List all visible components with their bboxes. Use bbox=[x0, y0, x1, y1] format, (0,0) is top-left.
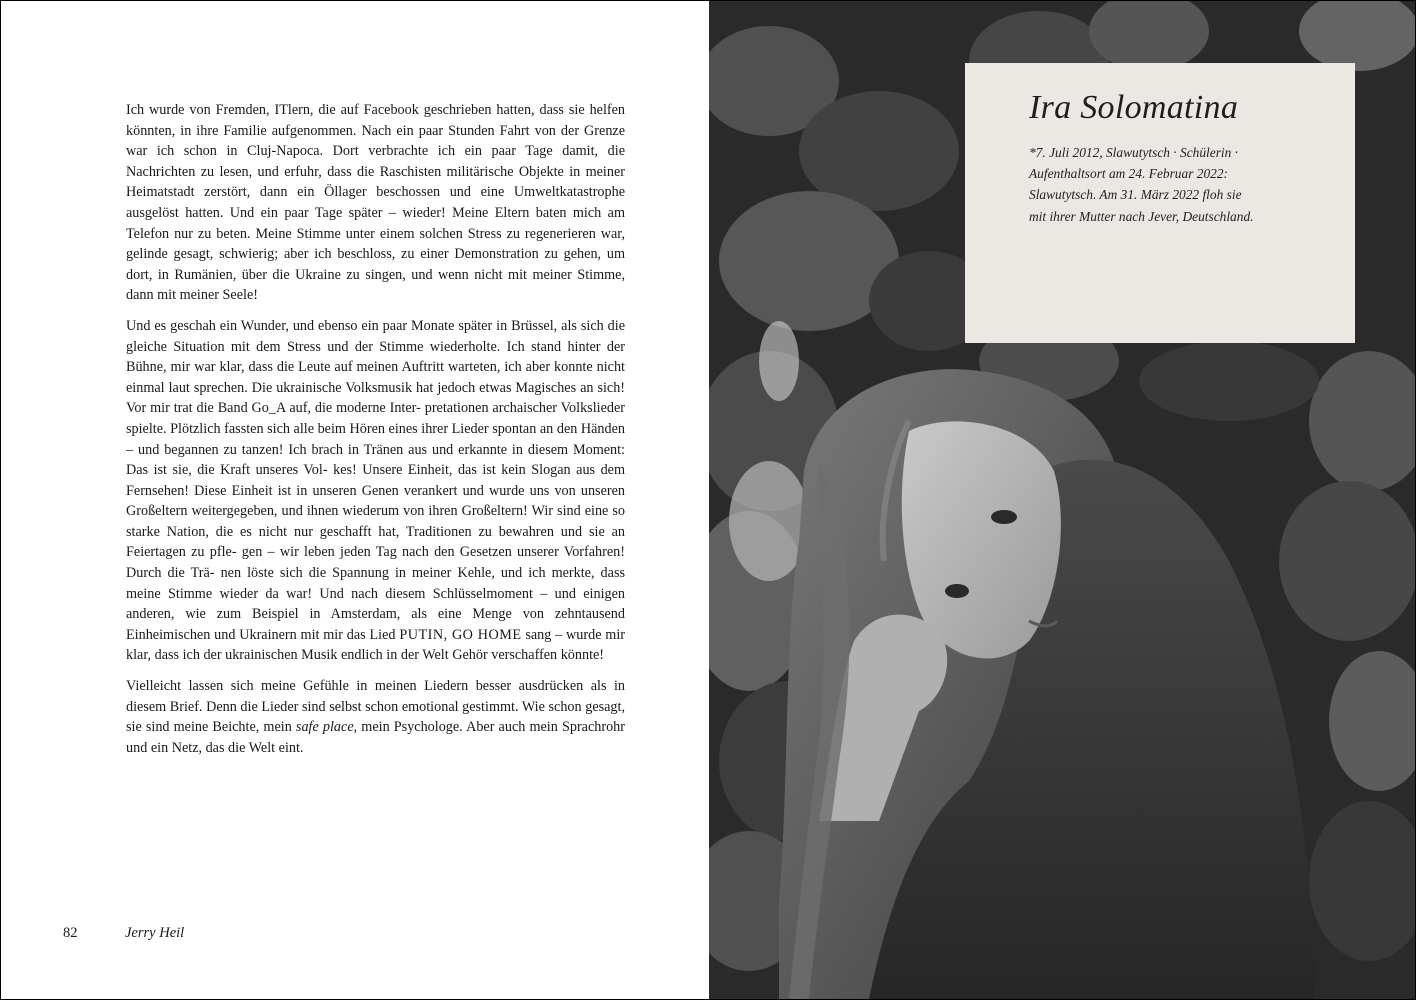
italic-phrase: safe place bbox=[295, 719, 354, 736]
portrait-bio: *7. Juli 2012, Slawutytsch · Schülerin · Aufenthaltsort am 24. Februar 2022: Slawutytsch. Am 31. März 2022 floh sie mit ihrer Mutter nach Jever, Deutschland. bbox=[1029, 145, 1254, 224]
left-page bbox=[1, 1, 709, 999]
caption-box bbox=[965, 63, 1355, 343]
paragraph-2: Und es geschah ein Wunder, und ebenso ein paar Monate später in Brüssel, als sich die gleiche Situation mit dem Stress und der Stimme wiederholte. Ich stand hinter der Bühne, mir war klar, dass die Leute auf meinen Auftritt warteten, ich aber konnte nicht einmal laut sprechen. Die ukrainische Volksmusik hat jedoch etwas Magisches an sich! Vor mir trat die Band Go_A auf, die moderne Inter- pretationen archaischer Volkslieder spielte. Plötzlich fassten sich alle beim Hören eines ihrer Lieder spontan an den Händen – und begannen zu tanzen! Ich brach in Tränen aus und erkannte in diesem Moment: Das ist sie, die Kraft unseres Vol- kes! Unsere Einheit, das ist kein Slogan aus dem Fernsehen! Diese Einheit ist in unseren Genen verankert und wurde uns von unseren Großeltern weitergegeben, und ihnen wiederum von ihren Großeltern! Wir sind eine so starke Nation, die es nicht nur geschafft hat, Traditionen zu bewahren und sie an Feiertagen zu pfle- gen – wir leben jeden Tag nach den Gesetzen unserer Vorfahren! Durch die Trä- nen löste sich die Spannung in meiner Kehle, und ich merkte, dass meine Stimme wieder da war! Und nach diesem Schlüsselmoment – und einigen anderen, wie zum Beispiel in Amsterdam, als eine Menge von zehntausend Einheimischen und Ukrainern mit mir das Lied PUTIN, GO HOME sang – wurde mir klar, dass ich der ukrainischen Musik endlich in der Welt Gehör verschaffen könnte! bbox=[126, 317, 626, 664]
right-page bbox=[709, 1, 1415, 999]
portrait-name: Ira Solomatina bbox=[1029, 89, 1239, 126]
song-title: PUTIN, GO HOME bbox=[399, 626, 522, 643]
body-text bbox=[126, 100, 625, 768]
paragraph-1: Ich wurde von Fremden, ITlern, die auf Facebook geschrieben hatten, dass sie helfen könnten, in ihre Familie aufgenommen. Nach ein paar Stunden Fahrt von der Grenze war ich schon in Cluj-Napoca. Dort verbrachte ich ein paar Tage damit, die Nachrichten zu lesen, und erfuhr, dass die Raschisten militärische Objekte in meiner Heimatstadt zerstört, dann ein Öllager beschossen und eine Umweltkatastrophe ausgelöst hatten. Und ein paar Tage später – wieder! Meine Eltern baten mich am Telefon nur zu beten. Meine Stimme unter einem solchen Stress zu regenerieren war, gelinde gesagt, schwierig; aber ich beschloss, zu einer Demonstration zu gehen, um dort, in Rumänien, über die Ukraine zu singen, und wenn nicht mit meiner Stimme, dann mit meiner Seele! bbox=[126, 102, 626, 304]
paragraph-3: Vielleicht lassen sich meine Gefühle in meinen Liedern besser ausdrücken als in diesem Brief. Denn die Lieder sind selbst schon emotional gestimmt. Wie schon gesagt, sie sind meine Beichte, mein safe place, mein Psychologe. Aber auch mein Sprachrohr und ein Netz, das die Welt eint. bbox=[126, 678, 626, 756]
running-footer-author: Jerry Heil bbox=[125, 925, 185, 941]
page-number: 82 bbox=[63, 925, 78, 941]
